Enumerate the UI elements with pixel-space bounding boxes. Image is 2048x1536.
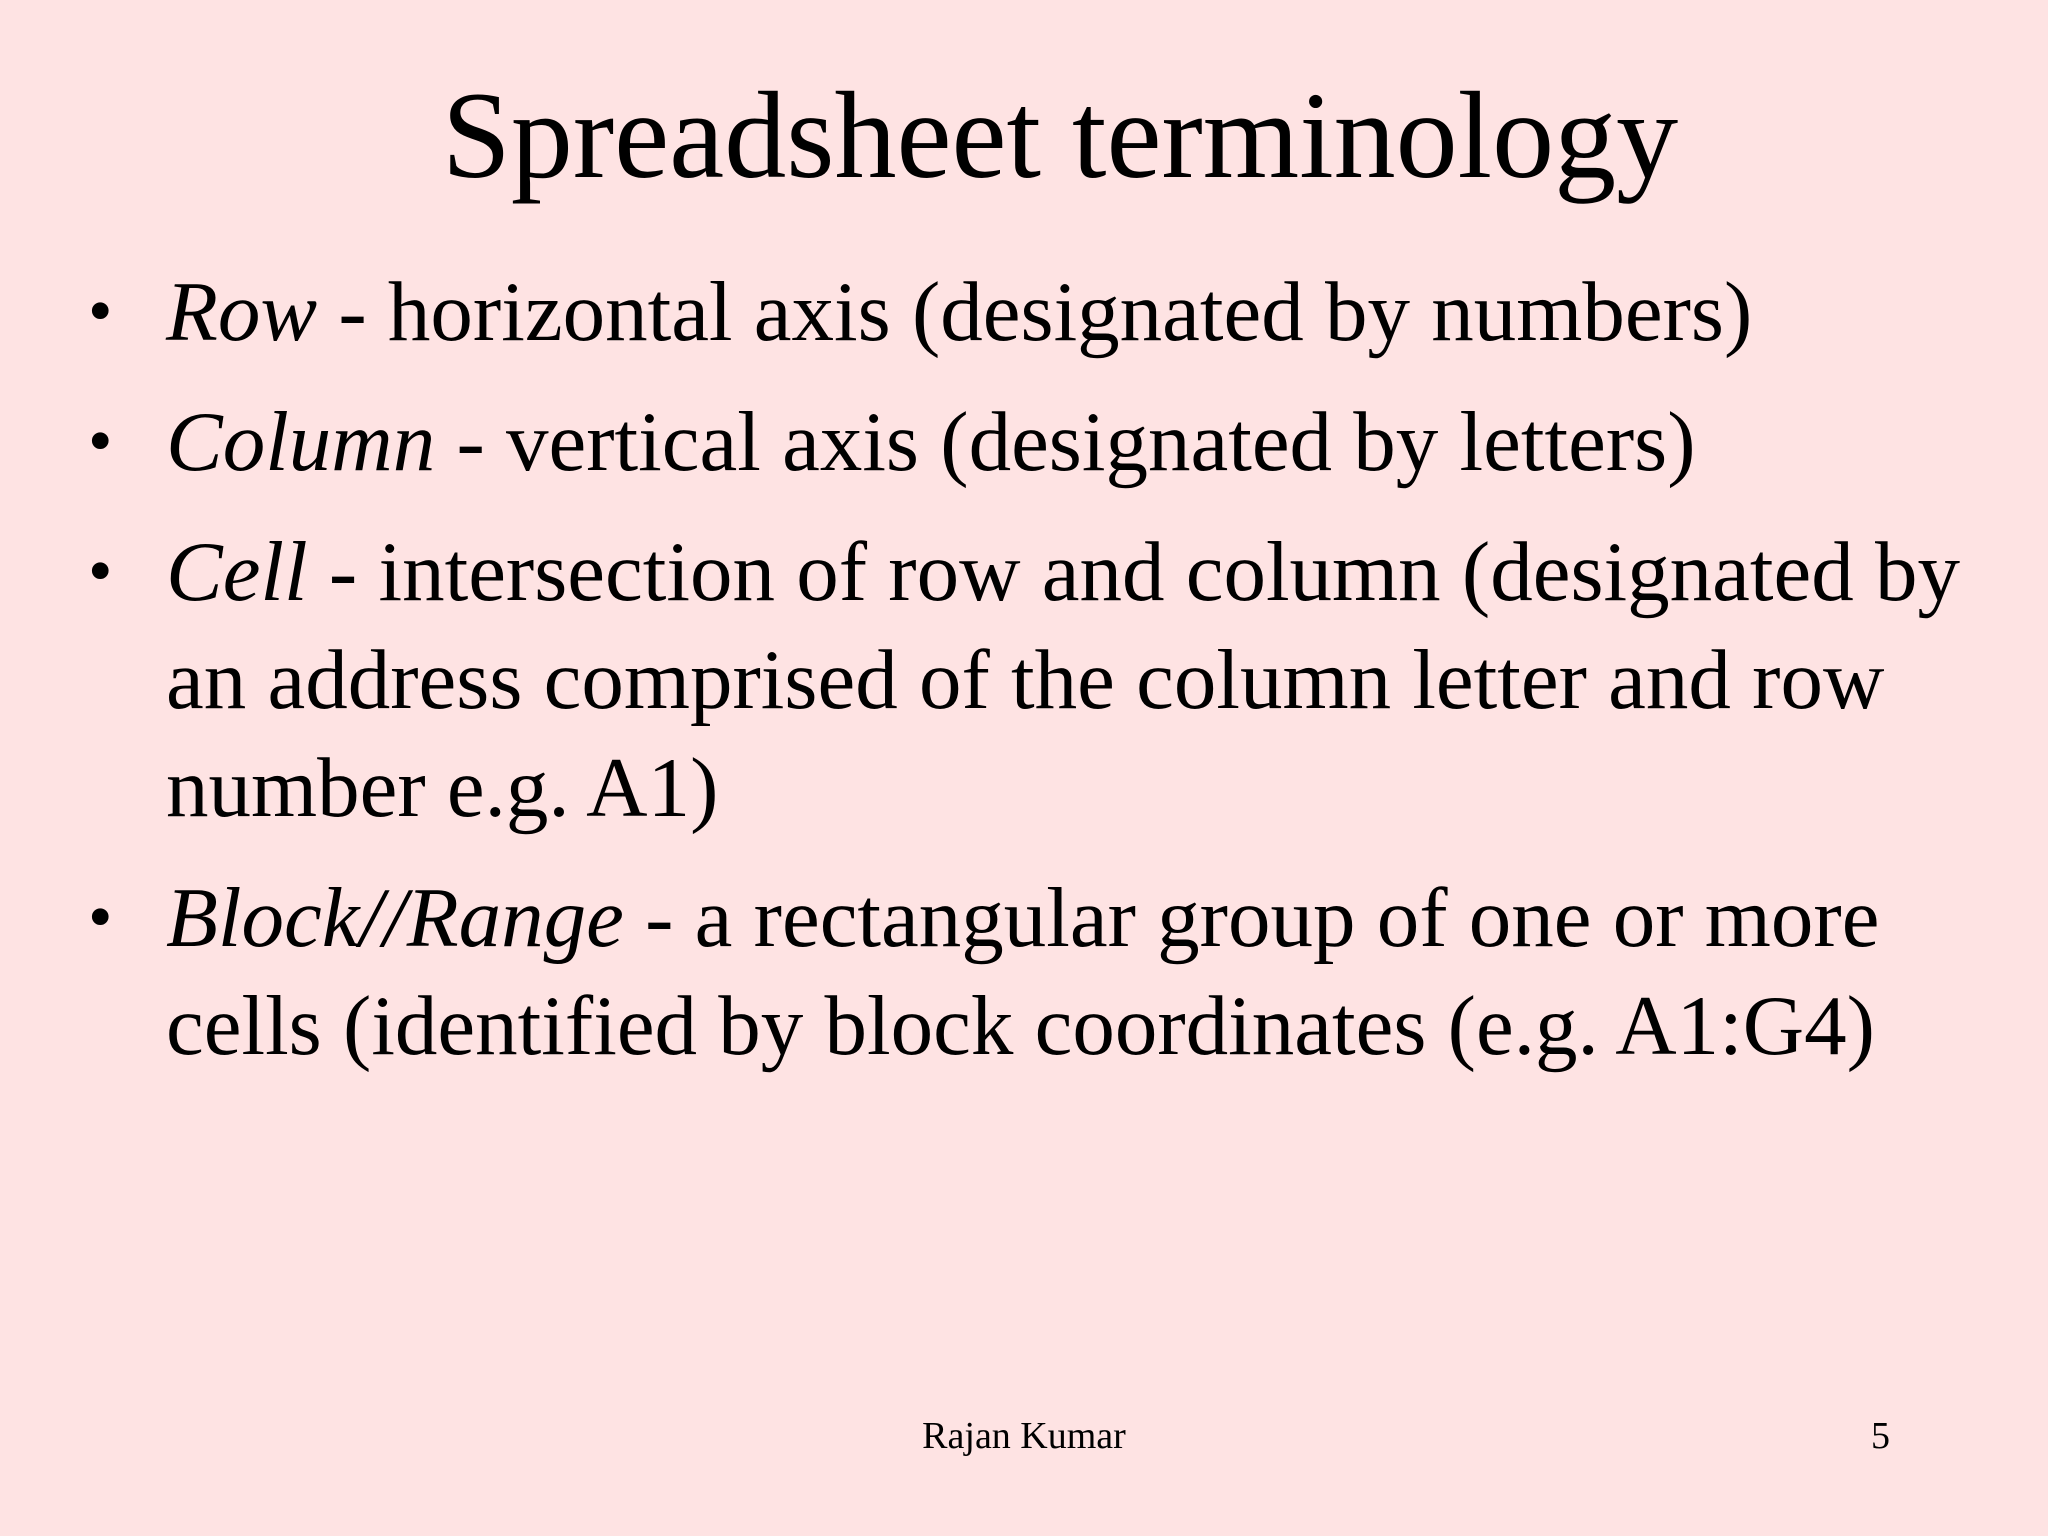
bullet-item-column [88, 388, 2008, 496]
bullet-item-row [88, 258, 2008, 366]
page-number: 5 [1871, 1415, 1890, 1457]
bullet-text: - intersection of row and column (designated by an address comprised of the column letter and row number e.g. A1) [166, 525, 1960, 835]
bullet-term: Row [166, 265, 318, 359]
bullet-term: Cell [166, 525, 308, 619]
bullet-term: Column [166, 395, 436, 489]
bullet-icon: • [88, 533, 113, 610]
bullet-text: - a rectangular group of one or more cells (identified by block coordinates (e.g. A1:G4) [166, 871, 1880, 1073]
bullet-item-block-range [88, 864, 2008, 1080]
footer-author: Rajan Kumar [922, 1415, 1126, 1457]
bullet-text: - horizontal axis (designated by numbers) [317, 265, 1753, 359]
slide-title: Spreadsheet terminology [441, 67, 1679, 204]
bullet-list [88, 258, 2008, 1102]
bullet-icon: • [88, 403, 113, 480]
bullet-term: Block//Range [166, 871, 624, 965]
bullet-icon: • [88, 879, 113, 956]
bullet-icon: • [88, 273, 113, 350]
bullet-text: - vertical axis (designated by letters) [435, 395, 1696, 489]
bullet-item-cell [88, 518, 2008, 842]
